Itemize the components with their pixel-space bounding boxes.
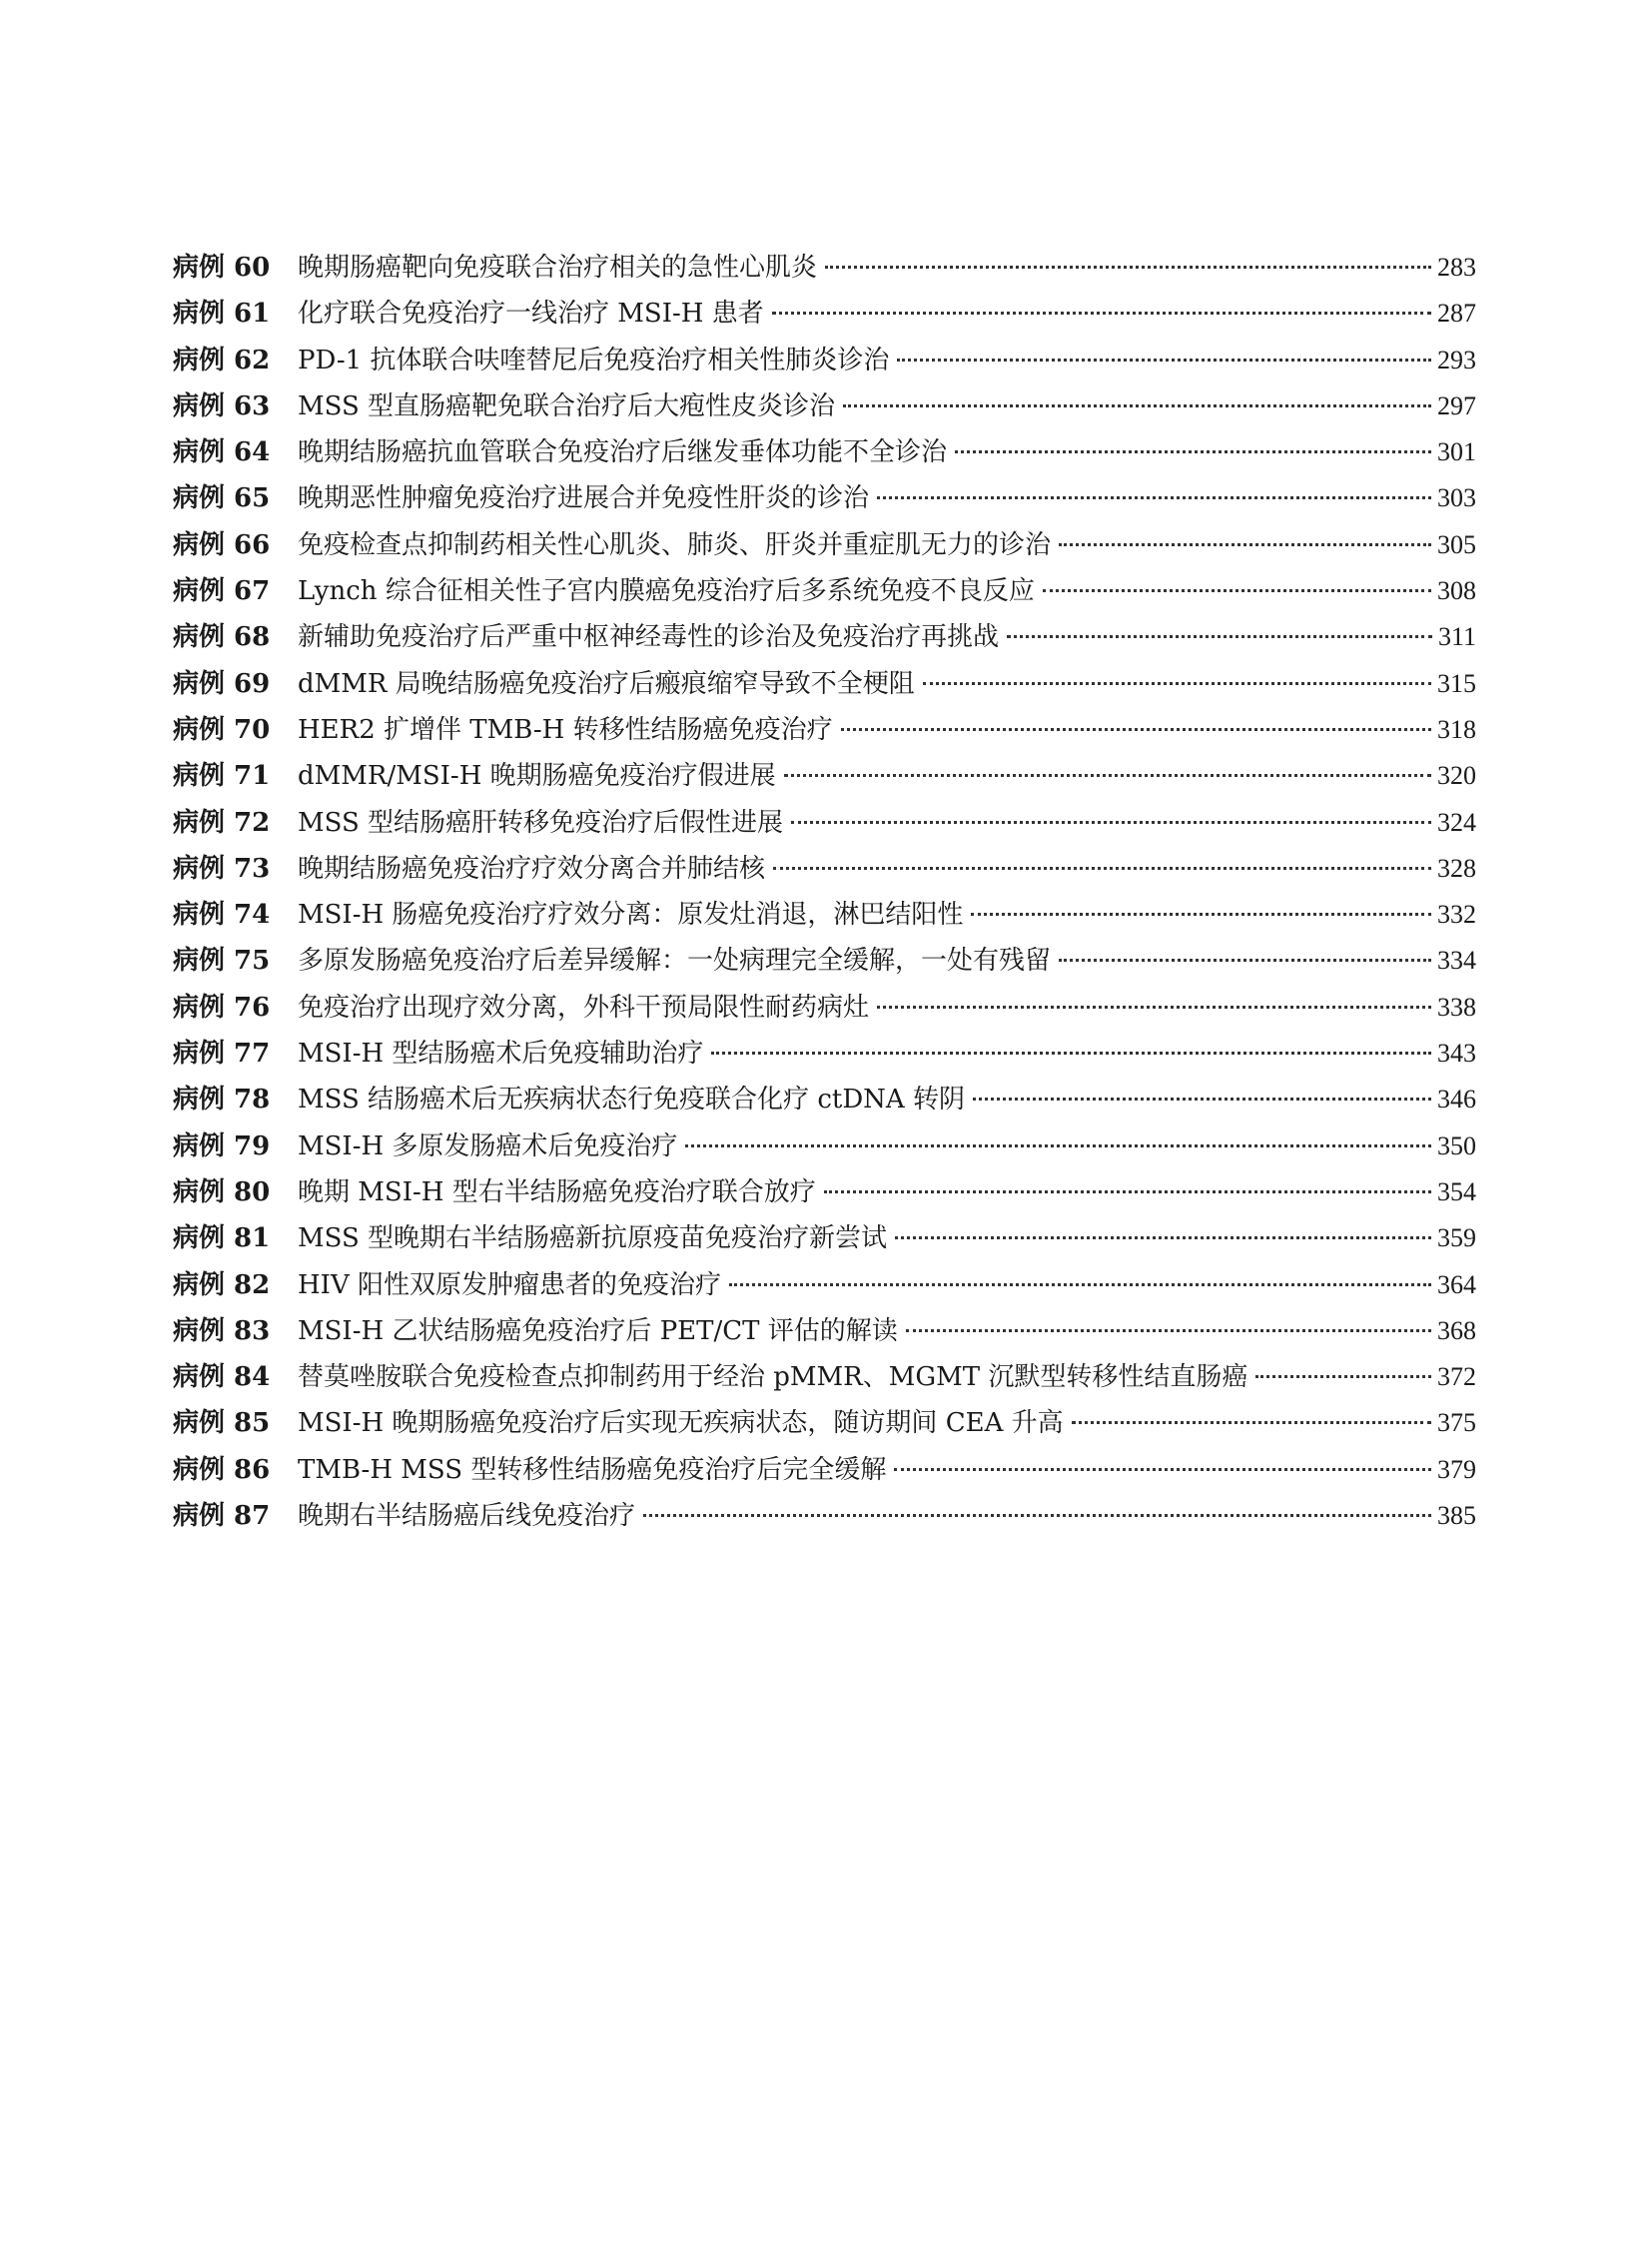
page-number: 343	[1437, 1039, 1476, 1069]
case-title[interactable]: 化疗联合免疫治疗一线治疗 MSI-H 患者	[298, 299, 764, 330]
case-label: 病例 76	[173, 992, 271, 1023]
toc-entry[interactable]	[173, 429, 1476, 475]
case-title[interactable]: HIV 阳性双原发肿瘤患者的免疫治疗	[298, 1269, 721, 1300]
case-title[interactable]: dMMR/MSI-H 晚期肠癌免疫治疗假进展	[298, 761, 776, 792]
dot-leader	[773, 867, 1431, 870]
case-label: 病例 62	[173, 345, 271, 375]
dot-leader	[791, 821, 1431, 824]
dot-leader	[841, 728, 1431, 731]
page-number: 354	[1437, 1176, 1476, 1206]
dot-leader	[772, 312, 1431, 315]
case-label: 病例 87	[173, 1501, 271, 1532]
case-title[interactable]: MSS 型直肠癌靶免联合治疗后大疱性皮炎诊治	[298, 390, 836, 421]
toc-entry[interactable]	[173, 800, 1476, 846]
case-label: 病例 64	[173, 437, 271, 468]
page-number: 287	[1437, 299, 1476, 329]
dot-leader	[923, 682, 1431, 685]
page-number: 318	[1437, 714, 1476, 744]
toc-entry[interactable]	[173, 846, 1476, 892]
page-number: 350	[1437, 1130, 1476, 1160]
page-number: 320	[1437, 761, 1476, 791]
page-number: 301	[1437, 437, 1476, 467]
dot-leader	[711, 1052, 1431, 1055]
toc-entry[interactable]	[173, 522, 1476, 568]
page-number: 324	[1437, 807, 1476, 837]
table-of-contents	[173, 245, 1476, 1539]
page-number: 334	[1437, 946, 1476, 976]
dot-leader	[877, 1006, 1431, 1009]
toc-entry[interactable]	[173, 568, 1476, 614]
dot-leader	[971, 913, 1431, 916]
case-label: 病例 65	[173, 483, 271, 514]
case-label: 病例 63	[173, 390, 271, 421]
page-number: 328	[1437, 853, 1476, 883]
case-label: 病例 60	[173, 253, 271, 283]
case-title[interactable]: 晚期恶性肿瘤免疫治疗进展合并免疫性肝炎的诊治	[298, 483, 870, 514]
dot-leader	[1059, 959, 1431, 962]
case-title[interactable]: HER2 扩增伴 TMB-H 转移性结肠癌免疫治疗	[298, 714, 833, 745]
dot-leader	[895, 1236, 1431, 1239]
dot-leader	[1059, 543, 1431, 546]
page-number: 305	[1437, 529, 1476, 559]
case-label: 病例 81	[173, 1223, 271, 1254]
case-title[interactable]: dMMR 局晚结肠癌免疫治疗后瘢痕缩窄导致不全梗阻	[298, 668, 915, 699]
toc-entry[interactable]	[173, 1447, 1476, 1493]
toc-entry[interactable]	[173, 707, 1476, 753]
case-title[interactable]: 免疫检查点抑制药相关性心肌炎、肺炎、肝炎并重症肌无力的诊治	[298, 529, 1052, 560]
case-label: 病例 77	[173, 1039, 271, 1070]
toc-entry[interactable]	[173, 1400, 1476, 1446]
page-number: 346	[1437, 1085, 1476, 1115]
dot-leader	[1007, 635, 1432, 638]
toc-entry[interactable]	[173, 1215, 1476, 1261]
toc-entry[interactable]	[173, 1169, 1476, 1215]
case-label: 病例 70	[173, 714, 271, 745]
dot-leader	[973, 1098, 1431, 1101]
toc-entry[interactable]	[173, 291, 1476, 337]
case-title[interactable]: MSS 型结肠癌肝转移免疫治疗后假性进展	[298, 807, 784, 838]
toc-entry[interactable]	[173, 245, 1476, 291]
case-label: 病例 80	[173, 1176, 271, 1207]
case-title[interactable]: MSS 结肠癌术后无疾病状态行免疫联合化疗 ctDNA 转阴	[298, 1085, 965, 1116]
dot-leader	[955, 450, 1431, 453]
toc-entry[interactable]	[173, 1123, 1476, 1169]
case-label: 病例 61	[173, 299, 271, 330]
dot-leader	[685, 1144, 1431, 1147]
dot-leader	[897, 359, 1431, 362]
toc-entry[interactable]	[173, 1077, 1476, 1122]
dot-leader	[894, 1468, 1431, 1471]
toc-entry[interactable]	[173, 1493, 1476, 1539]
dot-leader	[825, 266, 1431, 269]
dot-leader	[1072, 1421, 1431, 1424]
case-title[interactable]: MSI-H 乙状结肠癌免疫治疗后 PET/CT 评估的解读	[298, 1315, 898, 1346]
dot-leader	[1043, 589, 1431, 592]
case-title[interactable]: Lynch 综合征相关性子宫内膜癌免疫治疗后多系统免疫不良反应	[298, 576, 1035, 607]
case-label: 病例 75	[173, 946, 271, 977]
toc-entry[interactable]	[173, 1308, 1476, 1354]
page-number: 379	[1437, 1454, 1476, 1484]
toc-entry[interactable]	[173, 475, 1476, 521]
dot-leader	[877, 496, 1431, 499]
page-number: 375	[1437, 1408, 1476, 1438]
dot-leader	[729, 1283, 1431, 1286]
toc-entry[interactable]	[173, 753, 1476, 799]
case-title[interactable]: 替莫唑胺联合免疫检查点抑制药用于经治 pMMR、MGMT 沉默型转移性结直肠癌	[298, 1362, 1248, 1393]
case-title[interactable]: 晚期 MSI-H 型右半结肠癌免疫治疗联合放疗	[298, 1176, 816, 1207]
toc-entry[interactable]	[173, 985, 1476, 1031]
case-label: 病例 73	[173, 853, 271, 884]
case-title[interactable]: MSI-H 多原发肠癌术后免疫治疗	[298, 1130, 678, 1161]
page-number: 303	[1437, 483, 1476, 513]
page-number: 332	[1437, 900, 1476, 930]
case-title[interactable]: 晚期结肠癌抗血管联合免疫治疗后继发垂体功能不全诊治	[298, 437, 948, 468]
case-title[interactable]: MSS 型晚期右半结肠癌新抗原疫苗免疫治疗新尝试	[298, 1223, 888, 1254]
dot-leader	[906, 1329, 1431, 1332]
dot-leader	[1255, 1375, 1431, 1378]
case-title[interactable]: PD-1 抗体联合呋喹替尼后免疫治疗相关性肺炎诊治	[298, 345, 890, 375]
toc-entry[interactable]	[173, 1031, 1476, 1077]
page-number: 359	[1437, 1223, 1476, 1253]
page-number: 308	[1437, 576, 1476, 606]
page-number: 364	[1437, 1269, 1476, 1299]
case-label: 病例 74	[173, 900, 271, 931]
case-label: 病例 71	[173, 761, 271, 792]
case-title[interactable]: MSI-H 肠癌免疫治疗疗效分离：原发灶消退，淋巴结阳性	[298, 900, 964, 931]
case-label: 病例 86	[173, 1454, 271, 1485]
toc-entry[interactable]	[173, 661, 1476, 707]
case-label: 病例 72	[173, 807, 271, 838]
page-number: 368	[1437, 1315, 1476, 1345]
case-title[interactable]: 新辅助免疫治疗后严重中枢神经毒性的诊治及免疫治疗再挑战	[298, 622, 1000, 653]
case-title[interactable]: MSI-H 晚期肠癌免疫治疗后实现无疾病状态，随访期间 CEA 升高	[298, 1408, 1064, 1439]
case-title[interactable]: MSI-H 型结肠癌术后免疫辅助治疗	[298, 1039, 704, 1070]
case-title[interactable]: 多原发肠癌免疫治疗后差异缓解：一处病理完全缓解，一处有残留	[298, 946, 1052, 977]
page-number: 385	[1437, 1501, 1476, 1531]
case-title[interactable]: 晚期右半结肠癌后线免疫治疗	[298, 1501, 636, 1532]
toc-entry[interactable]	[173, 938, 1476, 984]
case-label: 病例 84	[173, 1362, 271, 1393]
case-label: 病例 78	[173, 1085, 271, 1116]
case-title[interactable]: 免疫治疗出现疗效分离，外科干预局限性耐药病灶	[298, 992, 870, 1023]
page-number: 283	[1437, 253, 1476, 282]
case-label: 病例 66	[173, 529, 271, 560]
toc-entry[interactable]	[173, 383, 1476, 429]
dot-leader	[843, 404, 1431, 407]
dot-leader	[643, 1514, 1431, 1517]
toc-entry[interactable]	[173, 338, 1476, 383]
case-title[interactable]: TMB-H MSS 型转移性结肠癌免疫治疗后完全缓解	[298, 1454, 887, 1485]
case-label: 病例 67	[173, 576, 271, 607]
toc-entry[interactable]	[173, 1262, 1476, 1308]
dot-leader	[784, 774, 1431, 777]
toc-entry[interactable]	[173, 1354, 1476, 1400]
case-label: 病例 85	[173, 1408, 271, 1439]
case-label: 病例 68	[173, 622, 271, 653]
case-label: 病例 79	[173, 1130, 271, 1161]
case-title[interactable]: 晚期肠癌靶向免疫联合治疗相关的急性心肌炎	[298, 253, 818, 283]
dot-leader	[824, 1190, 1431, 1193]
case-label: 病例 83	[173, 1315, 271, 1346]
page-number: 297	[1437, 390, 1476, 420]
case-title[interactable]: 晚期结肠癌免疫治疗疗效分离合并肺结核	[298, 853, 766, 884]
toc-entry[interactable]	[173, 892, 1476, 938]
page-number: 338	[1437, 992, 1476, 1022]
page-number: 315	[1437, 668, 1476, 698]
case-label: 病例 69	[173, 668, 271, 699]
page-number: 311	[1437, 622, 1476, 652]
page-number: 372	[1437, 1362, 1476, 1392]
toc-entry[interactable]	[173, 614, 1476, 660]
case-label: 病例 82	[173, 1269, 271, 1300]
page-number: 293	[1437, 345, 1476, 374]
